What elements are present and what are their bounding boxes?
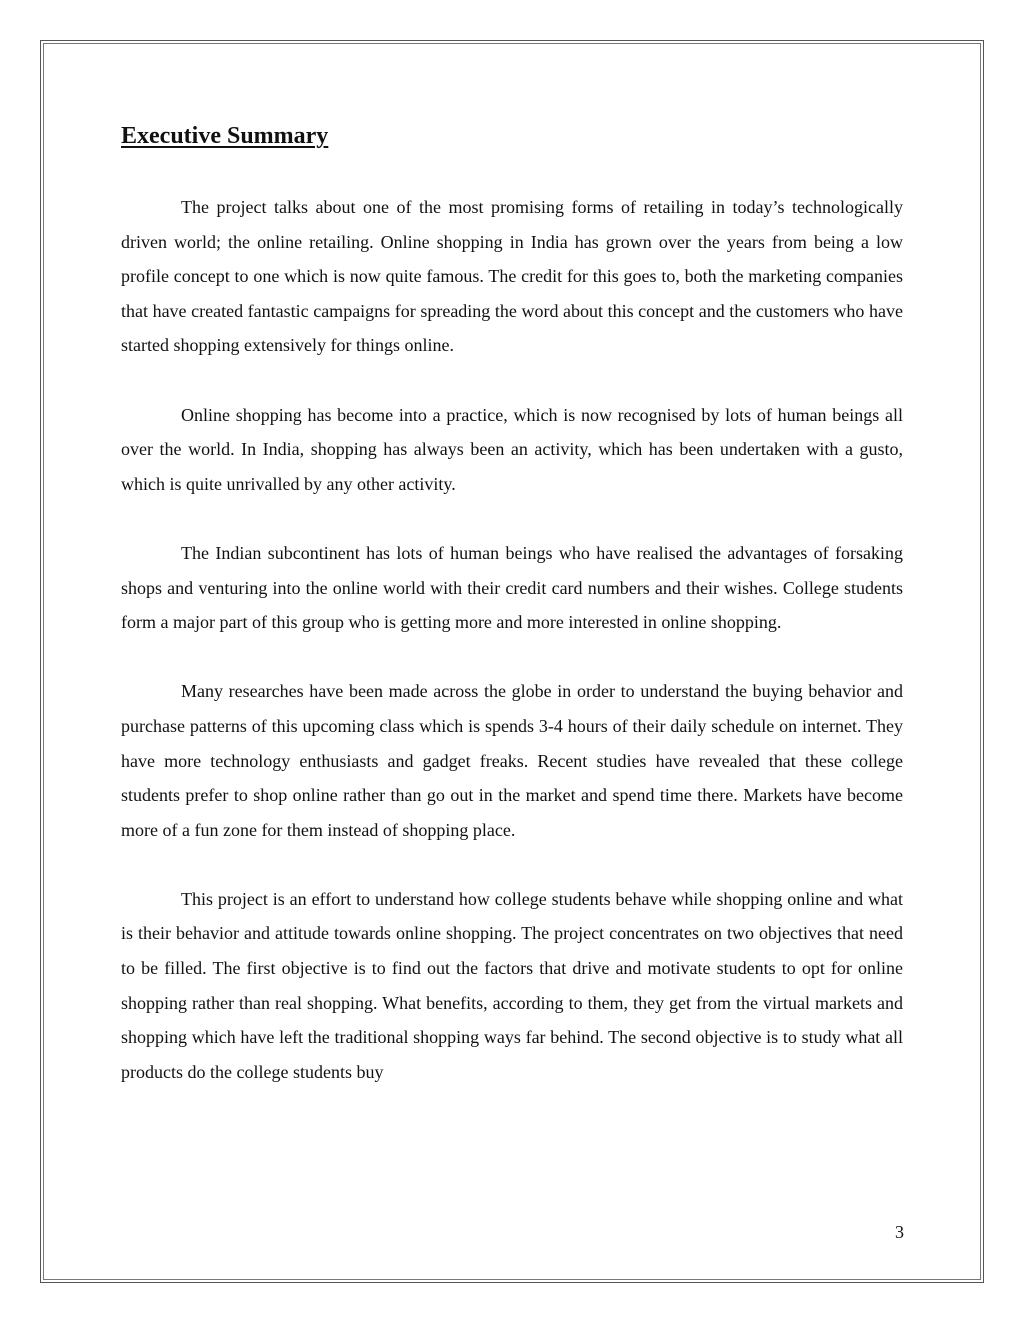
paragraph-3: The Indian subcontinent has lots of human beings who have realised the advantages of forsaking shops and venturing into the online world with their credit card numbers and their wishes. College students form a major part of this group who is getting more and more interested in online shopping. bbox=[121, 542, 903, 633]
paragraph-5: This project is an effort to understand how college students behave while shopping online and what is their behavior and attitude towards online shopping. The project concentrates on two objectives that need to be filled. The first objective is to find out the factors that drive and motivate students to opt for online shopping rather than real shopping. What benefits, according to them, they get from the virtual markets and shopping which have left the traditional shopping ways far behind. The second objective is to study what all products do the college students buy bbox=[121, 888, 903, 1082]
paragraph-2: Online shopping has become into a practice, which is now recognised by lots of human beings all over the world. In India, shopping has always been an activity, which has been undertaken with a gusto, which is quite unrivalled by any other activity. bbox=[121, 404, 903, 494]
paragraph-4: Many researches have been made across the globe in order to understand the buying behavior and purchase patterns of this upcoming class which is spends 3-4 hours of their daily schedule on internet. They have more technology enthusiasts and gadget freaks. Recent studies have revealed that these college students prefer to shop online rather than go out in the market and spend time there. Markets have become more of a fun zone for them instead of shopping place. bbox=[121, 681, 903, 840]
section-heading: Executive Summary bbox=[121, 123, 329, 149]
page-number: 3 bbox=[895, 1222, 904, 1242]
paragraph-1: The project talks about one of the most promising forms of retailing in today’s technologically driven world; the online retailing. Online shopping in India has grown over the years from being a low profile concept to one which is now quite famous. The credit for this goes to, both the marketing companies that have created fantastic campaigns for spreading the word about this concept and the customers who have started shopping extensively for things online. bbox=[121, 197, 903, 356]
document-body bbox=[121, 116, 903, 1124]
